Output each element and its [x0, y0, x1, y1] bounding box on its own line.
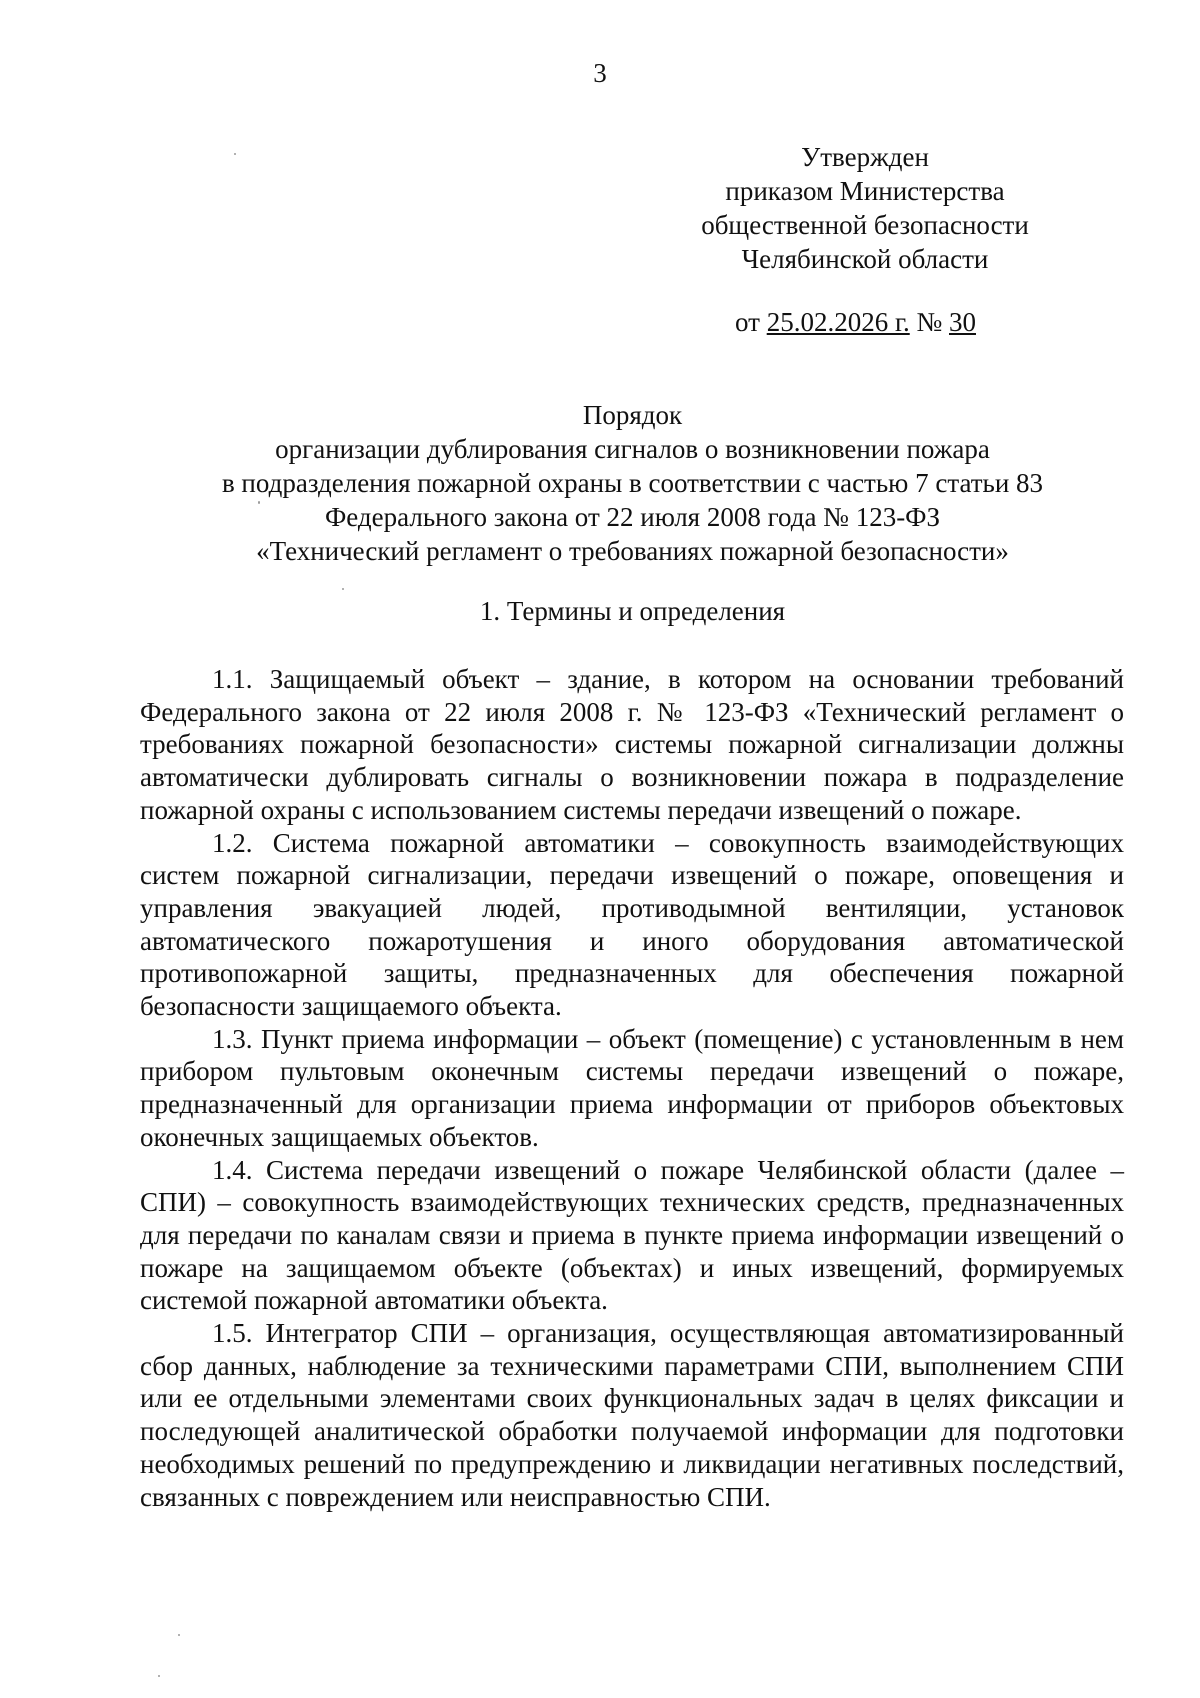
approval-line-3: общественной безопасности: [701, 210, 1029, 240]
approval-line-4: Челябинской области: [741, 244, 989, 274]
approval-line-2: приказом Министерства: [725, 176, 1005, 206]
scan-speck: [158, 1675, 160, 1677]
scan-speck: [178, 1634, 180, 1636]
title-line-1: Порядок: [582, 400, 683, 430]
paragraph-1-1: 1.1. Защищаемый объект – здание, в котором на основании требований Федерального закона от 22 июля 2008 г. № 123-ФЗ «Технический регламент о требованиях пожарной безопасности» системы пожарной сигнализации должны автоматически дублировать сигналы о возникновении пожара в подразделение пожарной охраны с использованием системы передачи извещений о пожаре.: [140, 664, 1124, 825]
title-line-4: Федерального закона от 22 июля 2008 года № 123-ФЗ: [324, 502, 941, 532]
approval-date-line: [735, 305, 1035, 339]
document-title: [140, 398, 1125, 568]
title-line-2: организации дублирования сигналов о возникновении пожара: [275, 434, 990, 464]
paragraph-1-5: 1.5. Интегратор СПИ – организация, осуществляющая автоматизированный сбор данных, наблюдение за техническими параметрами СПИ, выполнением СПИ или ее отдельными элементами своих функциональных задач в целях фиксации и последующей аналитической обработки получаемой информации для подготовки необходимых решений по предупреждению и ликвидации негативных последствий, связанных с повреждением или неисправностью СПИ.: [140, 1318, 1124, 1512]
approval-number-sign: №: [916, 307, 943, 337]
approval-line-1: Утвержден: [801, 142, 929, 172]
scan-speck: [342, 588, 344, 590]
paragraph-1-2: 1.2. Система пожарной автоматики – совокупность взаимодействующих систем пожарной сигнализации, передачи извещений о пожаре, оповещения и управления эвакуацией людей, противодымной вентиляции, установок автоматического пожаротушения и иного оборудования автоматической противопожарной защиты, предназначенных для обеспечения пожарной безопасности защищаемого объекта.: [140, 827, 1124, 1022]
approval-date-prefix: от: [735, 307, 760, 337]
paragraph-1-3: 1.3. Пункт приема информации – объект (помещение) с установленным в нем прибором пультовым оконечным системы передачи извещений о пожаре, предназначенный для организации приема информации от приборов объектовых оконечных защищаемых объектов.: [140, 1023, 1124, 1152]
paragraph-1-4: 1.4. Система передачи извещений о пожаре Челябинской области (далее – СПИ) – совокупность взаимодействующих технических средств, предназначенных для передачи по каналам связи и приема в пункте приема информации извещений о пожаре на защищаемом объекте (объектах) и иных извещений, формируемых системой пожарной автоматики объекта.: [140, 1154, 1124, 1316]
page-number: 3: [593, 58, 607, 88]
scan-speck: [234, 153, 236, 155]
approval-number: 30: [949, 307, 976, 337]
approval-block: [665, 140, 1065, 276]
title-line-3: в подразделения пожарной охраны в соответствии с частью 7 статьи 83: [221, 468, 1044, 498]
scan-speck: [258, 501, 260, 504]
section-heading: 1. Термины и определения: [479, 596, 786, 626]
approval-date: 25.02.2026 г.: [766, 307, 910, 337]
title-line-5: «Технический регламент о требованиях пожарной безопасности»: [256, 536, 1009, 566]
section-body: [140, 663, 1124, 1513]
